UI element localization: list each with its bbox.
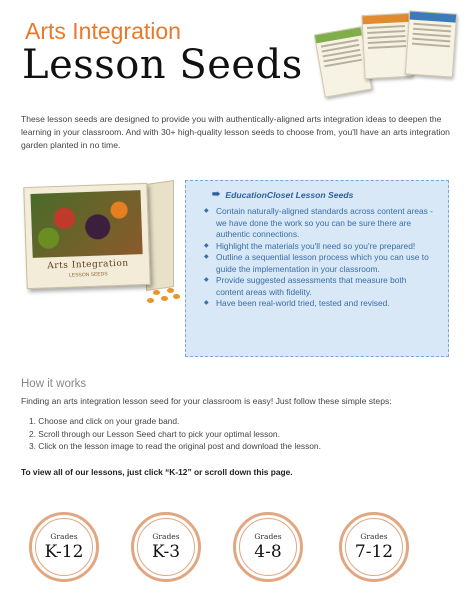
feature-box-title: EducationCloset Lesson Seeds (225, 189, 354, 200)
product-label: Arts Integration (47, 258, 129, 272)
grades-4-8-button[interactable] (233, 512, 303, 582)
list-item: ◆ Have been real-world tried, tested and revised. (216, 298, 436, 310)
arrow-right-icon: ➠ (212, 189, 221, 200)
step-item: 3. Click on the lesson image to read the original post and download the lesson. (29, 441, 321, 451)
steps-list (29, 415, 321, 453)
page-title: Lesson Seeds (22, 42, 303, 88)
grade-label: Grades (360, 532, 388, 541)
grades-k-12-button[interactable] (29, 512, 99, 582)
how-it-works-heading: How it works (21, 378, 87, 390)
grade-value: 7-12 (354, 542, 394, 562)
grade-label: Grades (152, 532, 180, 541)
intro-text: These lesson seeds are designed to provide you with authentically-aligned arts integration ideas to deepen the learning in your classroom. And with 30+ high-quality lesson seeds to choose from, you'll have an arts integration garden planted in no time. (21, 114, 450, 150)
list-item: ◆ Highlight the materials you'll need so you're prepared! (216, 241, 436, 253)
step-item: 2. Scroll through our Lesson Seed chart to pick your optimal lesson. (29, 428, 280, 439)
feature-box (185, 180, 449, 357)
grade-value: K-12 (44, 542, 84, 562)
how-it-works-intro: Finding an arts integration lesson seed for your classroom is easy! Just follow these simple steps: (21, 396, 392, 406)
list-item: ◆ Provide suggested assessments that measure both content areas with fidelity. (216, 275, 436, 298)
step-item: 1. Choose and click on your grade band. (29, 416, 180, 426)
subtitle: Arts Integration (25, 18, 181, 44)
grade-value: 4-8 (254, 542, 282, 562)
list-item: ◆ Contain naturally-aligned standards across content areas - we have done the work so you can be sure there are authentic connections. (216, 206, 436, 241)
grade-label: Grades (254, 532, 282, 541)
grades-7-12-button[interactable] (339, 512, 409, 582)
feature-list (198, 206, 436, 310)
grade-label: Grades (50, 532, 78, 541)
grades-k-3-button[interactable] (131, 512, 201, 582)
lesson-documents-image (315, 8, 465, 96)
view-all-instruction: To view all of our lessons, just click “K-12” or scroll down this page. (21, 467, 293, 477)
list-item: ◆ Outline a sequential lesson process which you can use to guide the implementation in your classroom. (216, 252, 436, 275)
vegetables-photo (30, 190, 142, 258)
product-box-image (25, 180, 175, 305)
product-sublabel: LESSON SEEDS (68, 271, 108, 279)
grade-value: K-3 (151, 542, 181, 562)
